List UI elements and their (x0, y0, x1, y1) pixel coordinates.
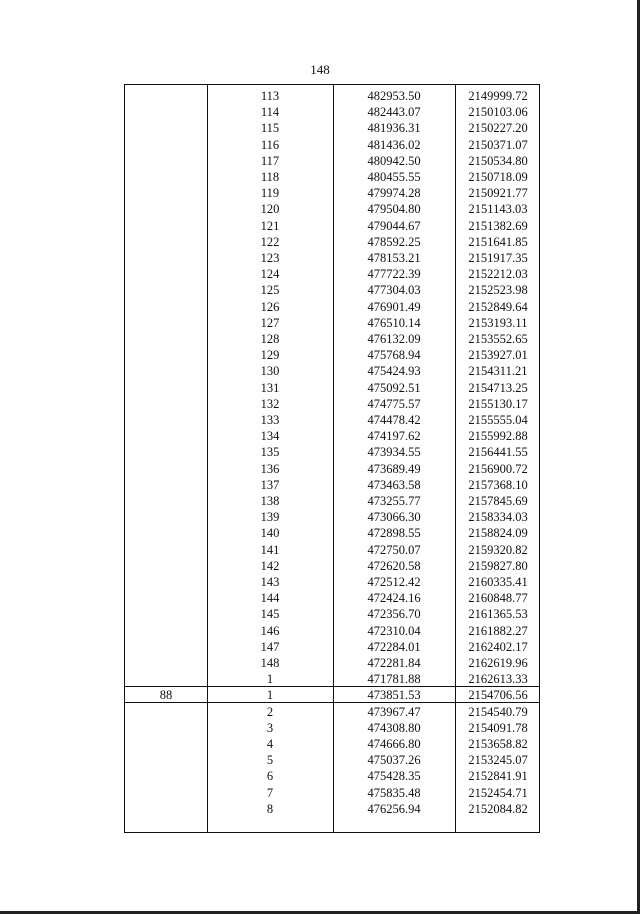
point-number-cell: 6 (266, 769, 274, 784)
y-coordinate-cell: 2159827.80 (468, 558, 528, 573)
x-coordinate-cell: 472620.58 (367, 558, 421, 573)
table-row (125, 785, 539, 801)
point-number-cell: 130 (260, 364, 280, 379)
y-coordinate-cell: 2152841.91 (468, 769, 528, 784)
y-coordinate-cell: 2150227.20 (468, 121, 528, 136)
point-number-cell: 126 (260, 299, 280, 314)
y-coordinate-cell: 2152849.64 (468, 299, 528, 314)
y-coordinate-cell: 2152212.03 (468, 267, 528, 282)
point-number-cell: 120 (260, 202, 280, 217)
x-coordinate-cell: 472284.01 (367, 639, 421, 654)
y-coordinate-cell: 2162402.17 (468, 639, 528, 654)
y-coordinate-cell: 2152084.82 (468, 801, 528, 816)
x-coordinate-cell: 475428.35 (367, 769, 421, 784)
point-number-cell: 119 (260, 186, 280, 201)
point-number-cell: 129 (260, 348, 280, 363)
point-number-cell: 145 (260, 607, 280, 622)
y-coordinate-cell: 2162613.33 (468, 672, 528, 687)
y-coordinate-cell: 2161882.27 (468, 623, 528, 638)
y-coordinate-cell: 2154091.78 (468, 720, 528, 735)
point-number-cell: 2 (266, 704, 274, 719)
y-coordinate-cell: 2160848.77 (468, 591, 528, 606)
point-number-cell: 133 (260, 413, 280, 427)
y-coordinate-cell: 2150371.07 (468, 137, 528, 152)
table-row (125, 655, 539, 671)
x-coordinate-cell: 474478.42 (367, 413, 421, 427)
table-row (125, 704, 539, 720)
point-number-cell: 135 (260, 445, 280, 460)
y-coordinate-cell: 2161365.53 (468, 607, 528, 622)
x-coordinate-cell: 472310.04 (367, 623, 421, 638)
table-row (125, 169, 539, 185)
point-number-cell: 148 (260, 656, 280, 670)
table-row (125, 218, 539, 234)
y-coordinate-cell: 2154713.25 (468, 380, 528, 395)
x-coordinate-cell: 474666.80 (367, 737, 421, 751)
y-coordinate-cell: 2150534.80 (468, 153, 528, 168)
x-coordinate-cell: 477304.03 (367, 283, 421, 298)
table-row (125, 299, 539, 315)
table-row (125, 671, 539, 687)
y-coordinate-cell: 2159320.82 (468, 542, 528, 557)
x-coordinate-cell: 472512.42 (367, 575, 421, 589)
x-coordinate-cell: 473934.55 (367, 445, 421, 460)
x-coordinate-cell: 474197.62 (367, 429, 421, 444)
y-coordinate-cell: 2151917.35 (468, 251, 528, 265)
y-coordinate-cell: 2154706.56 (468, 688, 528, 703)
x-coordinate-cell: 476256.94 (367, 801, 421, 816)
x-coordinate-cell: 474308.80 (367, 720, 421, 735)
table-row (125, 606, 539, 622)
table-row (125, 412, 539, 428)
x-coordinate-cell: 482443.07 (367, 105, 421, 120)
point-number-cell: 134 (260, 429, 280, 444)
x-coordinate-cell: 473689.49 (367, 461, 421, 476)
x-coordinate-cell: 472281.84 (367, 656, 421, 670)
y-coordinate-cell: 2153193.11 (468, 315, 528, 330)
x-coordinate-cell: 472356.70 (367, 607, 421, 622)
point-number-cell: 144 (260, 591, 280, 606)
x-coordinate-cell: 472898.55 (367, 526, 421, 541)
x-coordinate-cell: 478153.21 (367, 251, 421, 265)
table-row (125, 444, 539, 460)
table-row (125, 120, 539, 136)
x-coordinate-cell: 473255.77 (367, 494, 421, 508)
y-coordinate-cell: 2153245.07 (468, 753, 528, 768)
x-coordinate-cell: 475835.48 (367, 785, 421, 800)
x-coordinate-cell: 477722.39 (367, 267, 421, 282)
table-row (125, 720, 539, 736)
table-row (125, 331, 539, 347)
point-number-cell: 8 (266, 801, 274, 816)
point-number-cell: 139 (260, 510, 280, 525)
table-row (125, 88, 539, 104)
point-number-cell: 147 (260, 639, 280, 654)
table-row (125, 234, 539, 250)
point-number-cell: 125 (260, 283, 280, 298)
point-number-cell: 4 (266, 737, 274, 751)
coordinates-table (124, 84, 540, 833)
x-coordinate-cell: 480455.55 (367, 170, 421, 184)
point-number-cell: 114 (260, 105, 280, 120)
x-coordinate-cell: 473463.58 (367, 477, 421, 492)
point-number-cell: 140 (260, 526, 280, 541)
group-cell: 88 (159, 688, 173, 703)
point-number-cell: 1 (266, 672, 274, 687)
table-row (125, 380, 539, 396)
point-number-cell: 137 (260, 477, 280, 492)
point-number-cell: 146 (260, 623, 280, 638)
table-row (125, 201, 539, 217)
table-row (125, 185, 539, 201)
y-coordinate-cell: 2158824.09 (468, 526, 528, 541)
table-row (125, 493, 539, 509)
table-row (125, 639, 539, 655)
table-row (125, 574, 539, 590)
y-coordinate-cell: 2155130.17 (468, 396, 528, 411)
point-number-cell: 123 (260, 251, 280, 265)
x-coordinate-cell: 471781.88 (367, 672, 421, 687)
y-coordinate-cell: 2150921.77 (468, 186, 528, 201)
point-number-cell: 142 (260, 558, 280, 573)
table-row (125, 768, 539, 784)
y-coordinate-cell: 2153658.82 (468, 737, 528, 751)
y-coordinate-cell: 2149999.72 (468, 89, 528, 103)
table-row (125, 137, 539, 153)
x-coordinate-cell: 475037.26 (367, 753, 421, 768)
x-coordinate-cell: 473851.53 (367, 688, 421, 703)
x-coordinate-cell: 479044.67 (367, 218, 421, 233)
x-coordinate-cell: 479504.80 (367, 202, 421, 217)
point-number-cell: 138 (260, 494, 280, 508)
table-row (125, 509, 539, 525)
y-coordinate-cell: 2154311.21 (468, 364, 528, 379)
table-row (125, 801, 539, 817)
point-number-cell: 143 (260, 575, 280, 589)
point-number-cell: 3 (266, 720, 274, 735)
point-number-cell: 127 (260, 315, 280, 330)
point-number-cell: 124 (260, 267, 280, 282)
table-row (125, 104, 539, 120)
point-number-cell: 5 (266, 753, 274, 768)
table-row (125, 363, 539, 379)
point-number-cell: 132 (260, 396, 280, 411)
x-coordinate-cell: 475092.51 (367, 380, 421, 395)
y-coordinate-cell: 2160335.41 (468, 575, 528, 589)
y-coordinate-cell: 2151382.69 (468, 218, 528, 233)
table-row (125, 266, 539, 282)
table-row (125, 347, 539, 363)
y-coordinate-cell: 2156900.72 (468, 461, 528, 476)
x-coordinate-cell: 472424.16 (367, 591, 421, 606)
point-number-cell: 128 (260, 332, 280, 346)
point-number-cell: 7 (266, 785, 274, 800)
x-coordinate-cell: 481436.02 (367, 137, 421, 152)
x-coordinate-cell: 474775.57 (367, 396, 421, 411)
y-coordinate-cell: 2157845.69 (468, 494, 528, 508)
table-row (125, 477, 539, 493)
y-coordinate-cell: 2151641.85 (468, 234, 528, 249)
table-row (125, 315, 539, 331)
point-number-cell: 113 (260, 89, 280, 103)
x-coordinate-cell: 476901.49 (367, 299, 421, 314)
point-number-cell: 131 (260, 380, 280, 395)
y-coordinate-cell: 2156441.55 (468, 445, 528, 460)
table-row (125, 250, 539, 266)
y-coordinate-cell: 2151143.03 (468, 202, 528, 217)
y-coordinate-cell: 2153552.65 (468, 332, 528, 346)
x-coordinate-cell: 475768.94 (367, 348, 421, 363)
point-number-cell: 136 (260, 461, 280, 476)
y-coordinate-cell: 2150103.06 (468, 105, 528, 120)
table-row (125, 461, 539, 477)
y-coordinate-cell: 2157368.10 (468, 477, 528, 492)
page-number: 148 (310, 62, 330, 77)
table-row (125, 623, 539, 639)
point-number-cell: 116 (260, 137, 280, 152)
table-row (125, 153, 539, 169)
x-coordinate-cell: 476132.09 (367, 332, 421, 346)
point-number-cell: 117 (260, 153, 280, 168)
table-row (125, 282, 539, 298)
y-coordinate-cell: 2155555.04 (468, 413, 528, 427)
x-coordinate-cell: 482953.50 (367, 89, 421, 103)
x-coordinate-cell: 478592.25 (367, 234, 421, 249)
point-number-cell: 115 (260, 121, 280, 136)
table-row (125, 428, 539, 444)
point-number-cell: 118 (260, 170, 280, 184)
x-coordinate-cell: 476510.14 (367, 315, 421, 330)
y-coordinate-cell: 2155992.88 (468, 429, 528, 444)
point-number-cell: 121 (260, 218, 280, 233)
y-coordinate-cell: 2158334.03 (468, 510, 528, 525)
y-coordinate-cell: 2150718.09 (468, 170, 528, 184)
table-row (125, 590, 539, 606)
y-coordinate-cell: 2154540.79 (468, 704, 528, 719)
x-coordinate-cell: 473066.30 (367, 510, 421, 525)
x-coordinate-cell: 481936.31 (367, 121, 421, 136)
x-coordinate-cell: 480942.50 (367, 153, 421, 168)
y-coordinate-cell: 2153927.01 (468, 348, 528, 363)
table-row (125, 558, 539, 574)
y-coordinate-cell: 2152454.71 (468, 785, 528, 800)
x-coordinate-cell: 472750.07 (367, 542, 421, 557)
y-coordinate-cell: 2152523.98 (468, 283, 528, 298)
point-number-cell: 122 (260, 234, 280, 249)
x-coordinate-cell: 479974.28 (367, 186, 421, 201)
y-coordinate-cell: 2162619.96 (468, 656, 528, 670)
x-coordinate-cell: 475424.93 (367, 364, 421, 379)
table-row (125, 736, 539, 752)
table-row (125, 687, 539, 703)
point-number-cell: 1 (266, 688, 274, 703)
x-coordinate-cell: 473967.47 (367, 704, 421, 719)
point-number-cell: 141 (260, 542, 280, 557)
table-row (125, 396, 539, 412)
table-row (125, 542, 539, 558)
table-row (125, 525, 539, 541)
table-row (125, 752, 539, 768)
